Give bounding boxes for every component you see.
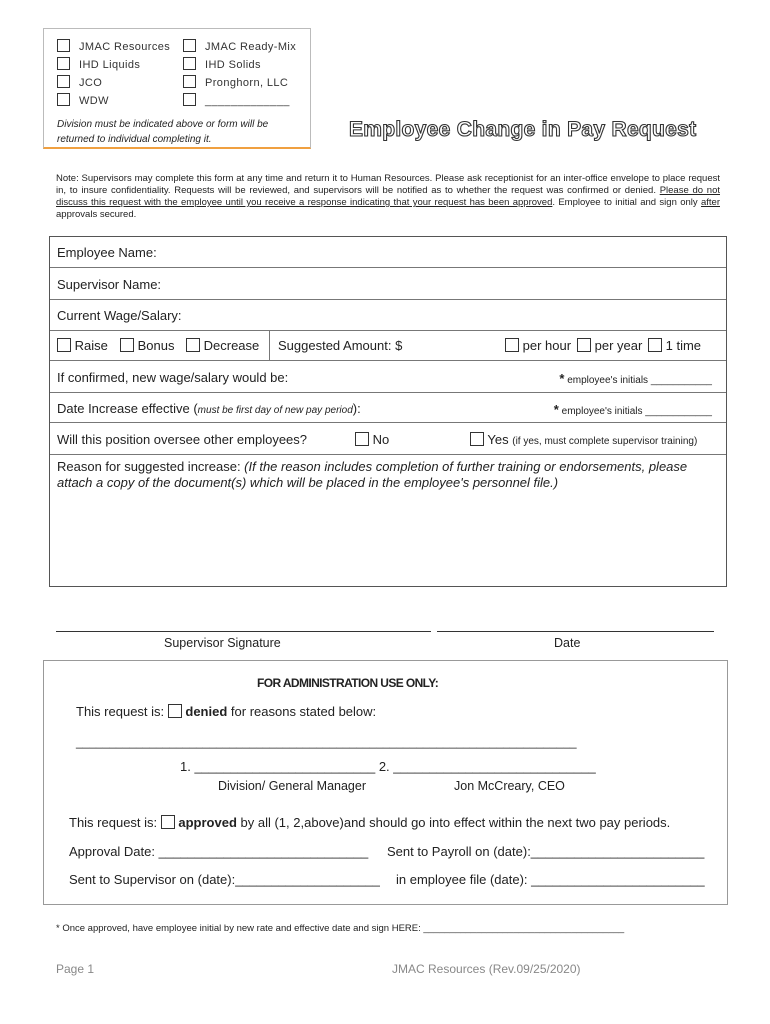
denied-checkbox[interactable] — [168, 704, 182, 718]
division-note: Division must be indicated above or form will be returned to individual completing it. — [57, 119, 269, 145]
raise-option[interactable]: Raise — [57, 338, 108, 353]
oversee-no-option[interactable]: No — [355, 432, 389, 447]
division-box — [43, 28, 311, 149]
division-option-jco[interactable]: JCO — [57, 75, 102, 89]
approved-checkbox[interactable] — [161, 815, 175, 829]
checkbox[interactable] — [57, 93, 70, 106]
division-option-other[interactable]: _____________ — [183, 93, 290, 107]
date-effective-label: Date Increase effective (must be first day of new pay period): — [57, 401, 361, 416]
approval-signature-lines[interactable]: 1. _________________________ 2. ____________________________ — [180, 759, 596, 774]
division-option-jmac-resources[interactable]: JMAC Resources — [57, 39, 170, 53]
suggested-amount-label: Suggested Amount: $ — [278, 338, 403, 353]
raise-checkbox[interactable] — [57, 338, 71, 352]
denied-row: This request is: denied for reasons stated below: — [76, 704, 377, 719]
employee-initials-2[interactable]: * employee's initials ____________ — [553, 402, 712, 417]
reason-note: (If the reason includes completion of further training or endorsements, please attach a copy of the document(s) which will be placed in the employee's personnel file.) — [57, 459, 688, 490]
sent-supervisor-field[interactable]: Sent to Supervisor on (date):____________________ — [69, 872, 380, 887]
division-option-pronghorn[interactable]: Pronghorn, LLC — [183, 75, 288, 89]
division-option-ihd-liquids[interactable]: IHD Liquids — [57, 57, 140, 71]
oversee-label: Will this position oversee other employees? — [57, 432, 308, 447]
supervisor-signature-label: Supervisor Signature — [164, 636, 281, 650]
date-label: Date — [554, 636, 581, 650]
division-option-ihd-solids[interactable]: IHD Solids — [183, 57, 261, 71]
employee-initials-1[interactable]: * employee's initials ___________ — [559, 371, 712, 386]
approval-date-field[interactable]: Approval Date: _____________________________ — [69, 844, 369, 859]
employee-name-label: Employee Name: — [57, 245, 157, 260]
one-time-checkbox[interactable] — [648, 338, 662, 352]
checkbox[interactable] — [57, 57, 70, 70]
new-wage-row[interactable] — [50, 361, 726, 393]
one-time-option[interactable]: 1 time — [648, 338, 701, 353]
ceo-label: Jon McCreary, CEO — [454, 779, 565, 793]
checkbox[interactable] — [183, 75, 196, 88]
footer-revision: JMAC Resources (Rev.09/25/2020) — [392, 962, 581, 976]
reason-field[interactable] — [57, 459, 717, 491]
new-wage-label: If confirmed, new wage/salary would be: — [57, 370, 289, 385]
per-year-checkbox[interactable] — [577, 338, 591, 352]
employee-file-field[interactable]: in employee file (date): ________________________ — [396, 872, 705, 887]
checkbox[interactable] — [183, 57, 196, 70]
division-option-wdw[interactable]: WDW — [57, 93, 109, 107]
checkbox[interactable] — [57, 75, 70, 88]
form-title: Employee Change in Pay Request — [349, 118, 697, 141]
approved-row: This request is: approved by all (1, 2,above)and should go into effect within the next two pay periods. — [69, 815, 671, 830]
yes-checkbox[interactable] — [470, 432, 484, 446]
supervisor-signature-line[interactable] — [56, 631, 431, 632]
employee-name-field[interactable] — [50, 237, 726, 268]
date-line[interactable] — [437, 631, 714, 632]
decrease-checkbox[interactable] — [186, 338, 200, 352]
admin-heading: FOR ADMINISTRATION USE ONLY: — [257, 676, 439, 690]
per-year-option[interactable]: per year — [577, 338, 642, 353]
division-option-jmac-ready-mix[interactable]: JMAC Ready-Mix — [183, 39, 296, 53]
bonus-option[interactable]: Bonus — [120, 338, 175, 353]
denied-reason-line[interactable]: ___________________________________________________________________________ — [76, 735, 577, 749]
per-hour-checkbox[interactable] — [505, 338, 519, 352]
supervisor-name-label: Supervisor Name: — [57, 277, 162, 292]
supervisor-name-field[interactable] — [50, 268, 726, 300]
page-number: Page 1 — [56, 962, 95, 976]
footnote: * Once approved, have employee initial by new rate and effective date and sign HERE: ______________________________________ — [56, 923, 625, 934]
change-type-row — [50, 331, 726, 361]
current-wage-field[interactable] — [50, 300, 726, 331]
per-hour-option[interactable]: per hour — [505, 338, 571, 353]
general-manager-label: Division/ General Manager — [218, 779, 366, 793]
reason-label: Reason for suggested increase: — [57, 459, 245, 474]
main-form-table — [49, 236, 727, 587]
date-effective-row[interactable] — [50, 393, 726, 423]
admin-box — [43, 660, 728, 905]
current-wage-label: Current Wage/Salary: — [57, 308, 182, 323]
checkbox[interactable] — [57, 39, 70, 52]
oversee-yes-option[interactable]: Yes (if yes, must complete supervisor training) — [470, 432, 697, 447]
intro-note: Note: Supervisors may complete this form at any time and return it to Human Resources. Please ask receptionist for an inter-office envelope to place request in, to insure confidentiality. Requests will be reviewed, and supervisors will be notified as to whether the request was confirmed or denied. Please do not discuss this request with the employee until you receive a response indicating that your request has been approved. Employee to initial and sign only after approvals secured. — [56, 173, 720, 220]
decrease-option[interactable]: Decrease — [186, 338, 259, 353]
column-divider — [269, 331, 270, 360]
checkbox[interactable] — [183, 39, 196, 52]
oversee-row — [50, 423, 726, 455]
checkbox[interactable] — [183, 93, 196, 106]
no-checkbox[interactable] — [355, 432, 369, 446]
sent-payroll-field[interactable]: Sent to Payroll on (date):________________________ — [387, 844, 705, 859]
bonus-checkbox[interactable] — [120, 338, 134, 352]
